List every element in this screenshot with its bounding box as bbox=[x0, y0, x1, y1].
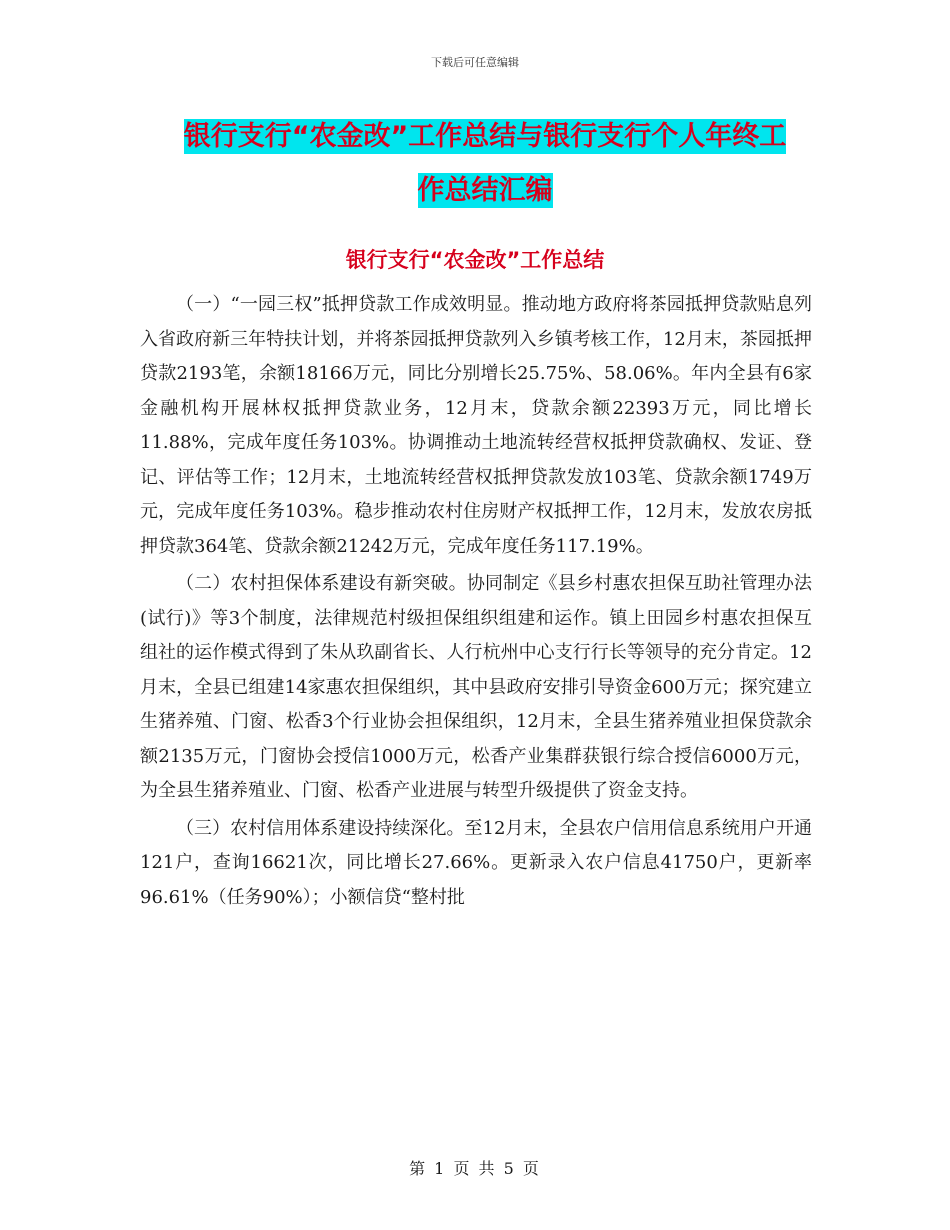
document-body bbox=[140, 288, 812, 918]
document-title-line-2: 作总结汇编 bbox=[417, 175, 553, 206]
paragraph-1: （一）“一园三权”抵押贷款工作成效明显。推动地方政府将茶园抵押贷款贴息列入省政府新三年特扶计划，并将茶园抵押贷款列入乡镇考核工作，12月末，茶园抵押贷款2193笔，余额18166万元，同比分别增长25.75%、58.06%。年内全县有6家金融机构开展林权抵押贷款业务，12月末，贷款余额22393万元，同比增长11.88%，完成年度任务103%。协调推动土地流转经营权抵押贷款确权、发证、登记、评估等工作；12月末，土地流转经营权抵押贷款发放103笔、贷款余额1749万元，完成年度任务103%。稳步推动农村住房财产权抵押工作，12月末，发放农房抵押贷款364笔、贷款余额21242万元，完成年度任务117.19%。 bbox=[140, 294, 812, 557]
page-header-note: 下载后可任意编辑 bbox=[431, 56, 519, 69]
page-number: 第 1 页 共 5 页 bbox=[409, 1159, 541, 1178]
document-title bbox=[140, 110, 830, 218]
section-title: 银行支行“农金改”工作总结 bbox=[345, 248, 605, 272]
paragraph-3: （三）农村信用体系建设持续深化。至12月末，全县农户信用信息系统用户开通121户，查询16621次，同比增长27.66%。更新录入农户信息41750户，更新率96.61%（任务90%）；小额信贷“整村批 bbox=[140, 817, 812, 908]
paragraph-2: （二）农村担保体系建设有新突破。协同制定《县乡村惠农担保互助社管理办法(试行)》等3个制度，法律规范村级担保组织组建和运作。镇上田园乡村惠农担保互组社的运作模式得到了朱从玖副省长、人行杭州中心支行行长等领导的充分肯定。12月末，全县已组建14家惠农担保组织，其中县政府安排引导资金600万元；探究建立生猪养殖、门窗、松香3个行业协会担保组织，12月末，全县生猪养殖业担保贷款余额2135万元，门窗协会授信1000万元，松香产业集群获银行综合授信6000万元，为全县生猪养殖业、门窗、松香产业进展与转型升级提供了资金支持。 bbox=[140, 573, 812, 801]
document-title-line-1: 银行支行“农金改”工作总结与银行支行个人年终工 bbox=[183, 121, 787, 152]
